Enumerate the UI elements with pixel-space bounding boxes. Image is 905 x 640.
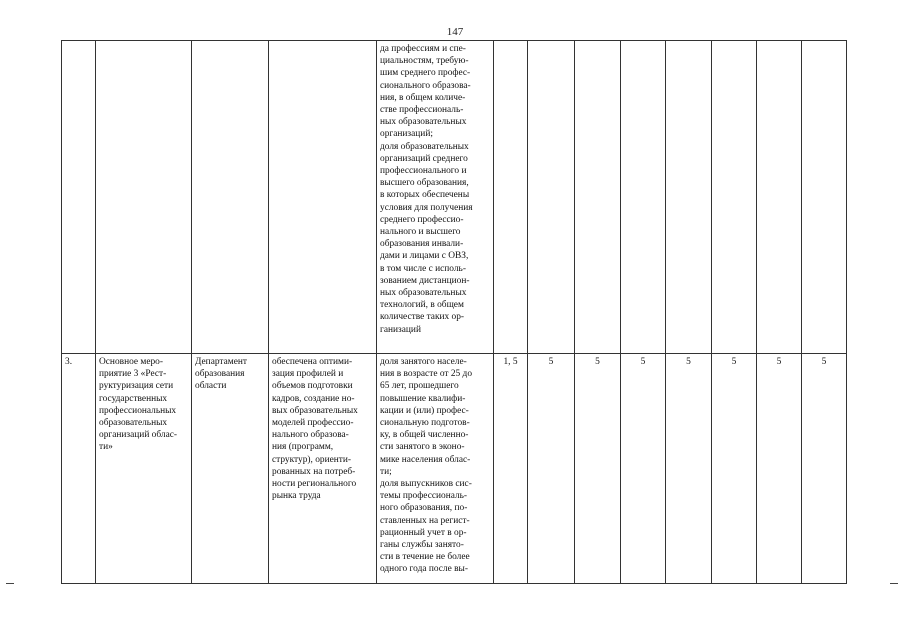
program-table [61, 40, 847, 584]
scan-edge-mark [890, 583, 898, 584]
cell-result: обеспечена оптими- зация профилей и объемов подготовки кадров, создание но- вых образовательных моделей профессио- нального образова- ния (программ, структур), ориенти- рованных на потреб- ности регионального рынка труда [269, 354, 377, 584]
cell-links-empty [494, 41, 528, 354]
cell-executor-empty [192, 41, 269, 354]
cell-measure-empty [96, 41, 192, 354]
row-measure-3 [62, 354, 847, 584]
cell-value-empty [712, 41, 757, 354]
cell-value: 5 [621, 354, 666, 584]
cell-number-empty [62, 41, 96, 354]
cell-result-empty [269, 41, 377, 354]
cell-value-empty [666, 41, 712, 354]
cell-value: 5 [757, 354, 802, 584]
scan-edge-mark [6, 583, 14, 584]
cell-executor: Департамент образования области [192, 354, 269, 584]
cell-value: 5 [712, 354, 757, 584]
cell-value-empty [621, 41, 666, 354]
cell-value-empty [757, 41, 802, 354]
cell-value: 5 [802, 354, 847, 584]
cell-indicators: доля занятого населе- ния в возрасте от 25 до 65 лет, прошедшего повышение квалифи- кации и (или) профес- сиональную подготов- ку, в общей численно- сти занятого в эконо- мике населения облас- ти; доля выпускников сис- темы профессиональ- ного образования, по- ставленных на регист- рационный учет в ор- ганы службы занято- сти в течение не более одного года после вы- [377, 354, 494, 584]
cell-value: 5 [666, 354, 712, 584]
cell-value: 5 [575, 354, 621, 584]
cell-value-empty [575, 41, 621, 354]
page-number: 147 [446, 26, 464, 38]
cell-indicator-continued: да профессиям и спе- циальностям, требую- шим среднего профес- сионального образова- ния, в общем количе- стве профессиональ- ных образовательных организаций; доля образовательных организаций среднего профессионального и высшего образования, в которых обеспечены условия для получения среднего профессио- нального и высшего образования инвали- дами и лицами с ОВЗ, в том числе с исполь- зованием дистанцион- ных образовательных технологий, в общем количестве таких ор- ганизаций [377, 41, 494, 354]
cell-value-empty [802, 41, 847, 354]
cell-value: 5 [528, 354, 575, 584]
cell-links: 1, 5 [494, 354, 528, 584]
cell-row-number: 3. [62, 354, 96, 584]
cell-measure: Основное меро- приятие 3 «Рест- руктуризация сети государственных профессиональных образовательных организаций облас- ти» [96, 354, 192, 584]
continuation-row [62, 41, 847, 354]
cell-value-empty [528, 41, 575, 354]
